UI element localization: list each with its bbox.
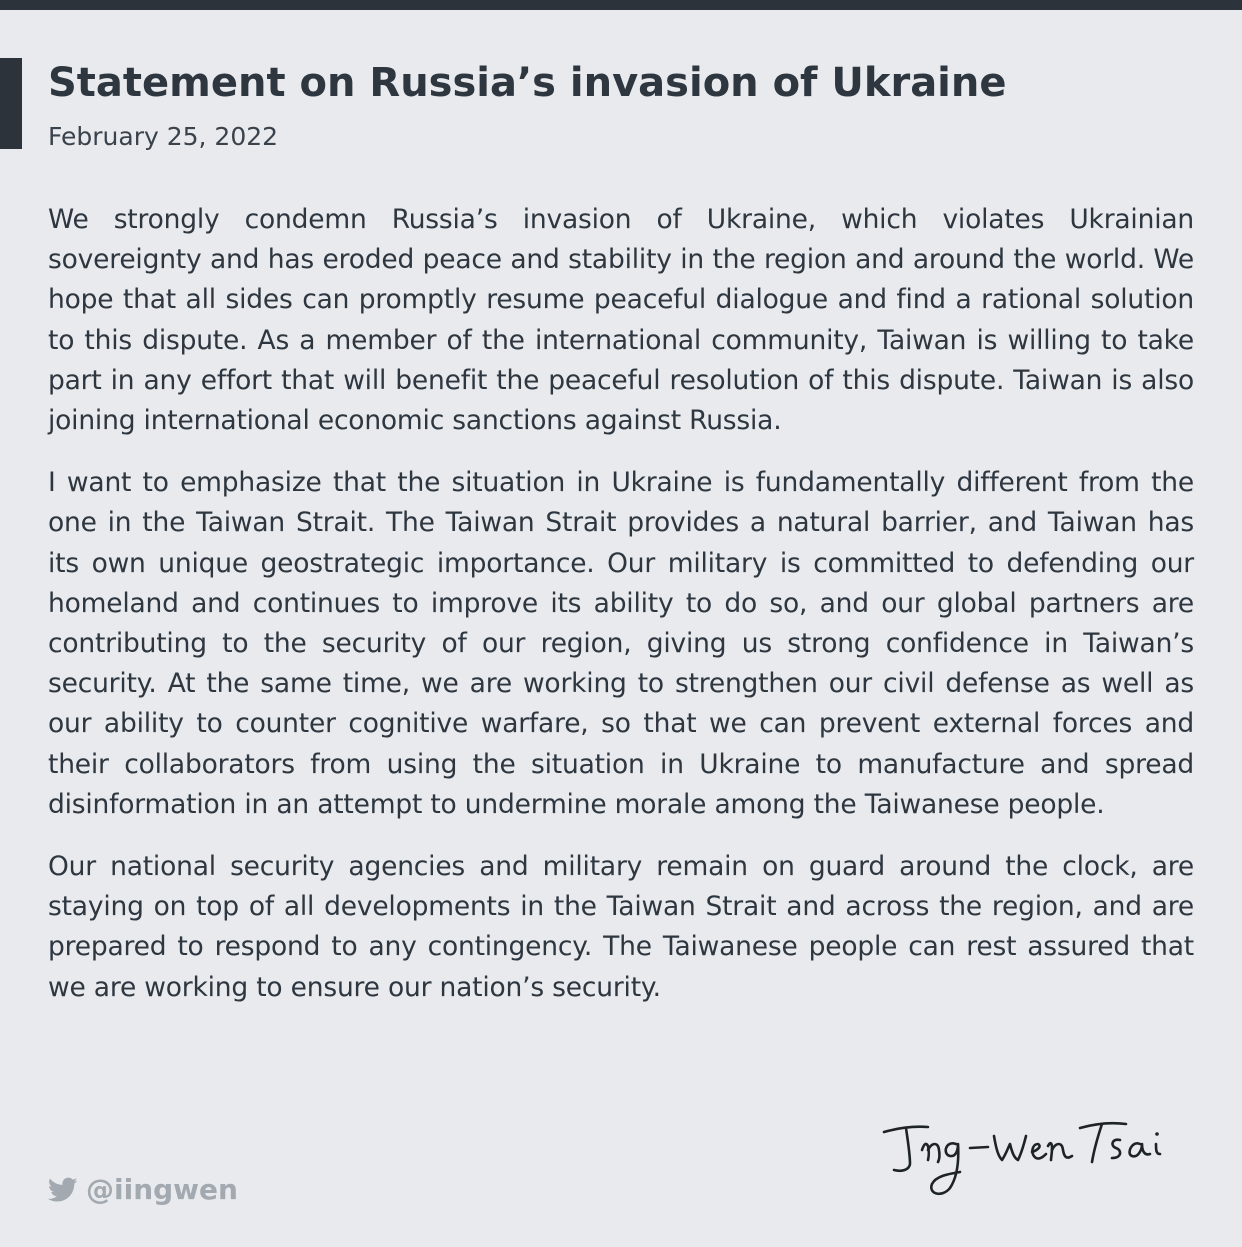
statement-paragraph-2: I want to emphasize that the situation in Ukraine is fundamentally different from the one in the Taiwan Strait. The Taiwan Strait provides a natural barrier, and Taiwan has its own unique geostrategic importance. Our military is committed to defending our homeland and continues to improve its ability to do so, and our global partners are contributing to the security of our region, giving us strong confidence in Taiwan’s security. At the same time, we are working to strengthen our civil defense as well as our ability to counter cognitive warfare, so that we can prevent external forces and their collaborators from using the situation in Ukraine to manufacture and spread disinformation in an attempt to undermine morale among the Taiwanese people. — [48, 467, 1194, 820]
statement-title: Statement on Russia’s invasion of Ukraine — [48, 60, 1007, 106]
statement-date: February 25, 2022 — [48, 122, 279, 151]
statement-paragraph-1: We strongly condemn Russia’s invasion of Ukraine, which violates Ukrainian sovereignty and has eroded peace and stability in the region and around the world. We hope that all sides can promptly resume peaceful dialogue and find a rational solution to this dispute. As a member of the international community, Taiwan is willing to take part in any effort that will benefit the peaceful resolution of this dispute. Taiwan is also joining international economic sanctions against Russia. — [48, 204, 1194, 437]
statement-paragraph-3: Our national security agencies and military remain on guard around the clock, are staying on top of all developments in the Taiwan Strait and across the region, and are prepared to respond to any contingency. The Taiwanese people can rest assured that we are working to ensure our nation’s security. — [48, 851, 1194, 1003]
signature — [876, 1110, 1176, 1205]
twitter-bird-icon — [48, 1177, 78, 1203]
top-bar — [0, 0, 1242, 10]
twitter-handle-text: @iingwen — [86, 1173, 238, 1206]
title-accent-bar — [0, 58, 22, 149]
statement-body — [48, 200, 1194, 1030]
twitter-handle[interactable] — [48, 1172, 238, 1208]
